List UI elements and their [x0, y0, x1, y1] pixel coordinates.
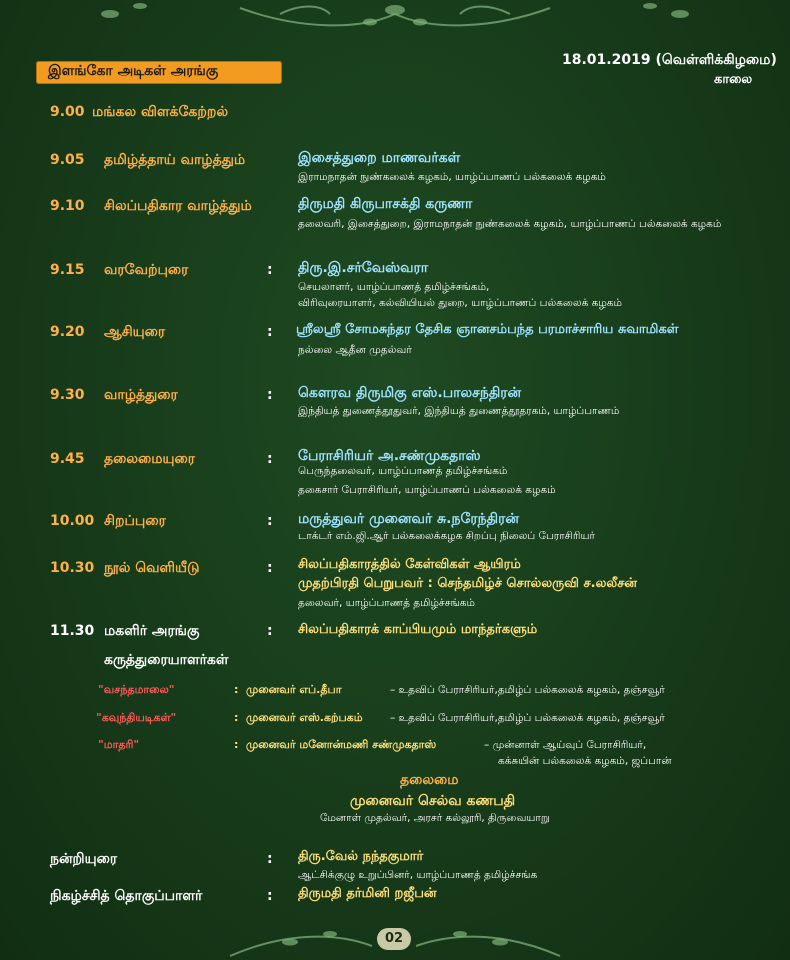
item6-colon: : — [267, 387, 273, 403]
item10-colon: : — [267, 623, 273, 639]
speaker3-role: – முன்னாள் ஆய்வுப் பேராசிரியர், — [484, 739, 647, 751]
item7-title: தலைமையுரை — [104, 451, 195, 467]
speaker1-role: – உதவிப் பேராசிரியர்,தமிழ்ப் பல்கலைக் கழகம், தஞ்சவூர் — [390, 684, 665, 696]
item6-time: 9.30 — [50, 387, 85, 403]
speaker2-colon: : — [234, 711, 239, 724]
item7-colon: : — [267, 451, 273, 467]
speaker3-name: முனைவர் மனோன்மணி சண்முகதாஸ் — [246, 738, 437, 751]
item7-line2: தகைசார் பேராசிரியர், யாழ்ப்பாணப் பல்கலைக் கழகம் — [298, 484, 556, 496]
host-name: திருமதி தர்மினி றஜீபன் — [298, 886, 437, 901]
hall-banner — [36, 61, 282, 84]
speaker1-topic: "வசந்தமாலை" — [98, 683, 175, 696]
item2-line1: இராமநாதன் நுண்கலைக் கழகம், யாழ்ப்பாணப் பல்கலைக் கழகம் — [298, 171, 606, 183]
chair-label: தலைமை — [400, 772, 459, 788]
item8-name: மருத்துவர் முனைவர் சு.நரேந்திரன் — [298, 511, 519, 527]
speaker2-topic: "கவுந்தியடிகள்" — [96, 711, 177, 724]
item4-name: திரு.இ.சர்வேஸ்வரா — [298, 260, 429, 276]
item3-name: திருமதி கிருபாசக்தி கருணா — [298, 196, 473, 212]
item5-name: ஸ்ரீலஸ்ரீ சோமசுந்தர தேசிக ஞானசம்பந்த பரமாச்சாரிய சுவாமிகள் — [296, 322, 679, 337]
speaker3-topic: "மாதரி" — [98, 738, 140, 751]
item3-title: சிலப்பதிகார வாழ்த்தும் — [104, 198, 252, 214]
thanks-title: நன்றியுரை — [50, 851, 118, 867]
item5-colon: : — [267, 324, 273, 340]
thanks-colon: : — [267, 851, 273, 867]
item4-line1: செயலாளர், யாழ்ப்பாணத் தமிழ்ச்சங்கம், — [298, 281, 490, 293]
thanks-name: திரு.வேல் நந்தகுமார் — [298, 849, 424, 864]
item4-line2: விரிவுரையாளர், கல்வியியல் துறை, யாழ்ப்பாணப் பல்கலைக் கழகம் — [298, 297, 622, 309]
speaker2-role: – உதவிப் பேராசிரியர்,தமிழ்ப் பல்கலைக் கழகம், தஞ்சவூர் — [390, 712, 665, 724]
speaker1-colon: : — [234, 683, 239, 696]
item4-colon: : — [267, 262, 273, 278]
item10-subtitle: கருத்துரையாளர்கள் — [104, 652, 229, 668]
host-title: நிகழ்ச்சித் தொகுப்பாளர் — [50, 888, 203, 904]
item7-line1: பெருந்தலைவர், யாழ்ப்பாணத் தமிழ்ச்சங்கம் — [298, 465, 508, 477]
item8-time: 10.00 — [50, 513, 95, 529]
top-floral-ornament — [0, 0, 790, 40]
item9-name: முதற்பிரதி பெறுபவர் : செந்தமிழ்ச் சொல்லருவி ச.லலீசன் — [298, 576, 638, 591]
item6-line1: இந்தியத் துணைத்தூதுவர், இந்தியத் துணைத்தூதரகம், யாழ்ப்பாணம் — [298, 405, 620, 417]
item4-time: 9.15 — [50, 262, 85, 278]
item6-name: கௌரவ திருமிகு எஸ்.பாலசந்திரன் — [298, 385, 522, 401]
chair-name: முனைவர் செல்வ கணபதி — [350, 793, 516, 809]
item5-title: ஆசியுரை — [104, 324, 166, 340]
item6-title: வாழ்த்துரை — [104, 387, 178, 403]
item1-time: 9.00 — [50, 104, 85, 120]
item9-colon: : — [267, 560, 273, 576]
item8-title: சிறப்புரை — [104, 513, 166, 529]
item3-line1: தலைவரி, இசைத்துறை, இராமநாதன் நுண்கலைக் கழகம், யாழ்ப்பாணப் பல்கலைக் கழகம் — [298, 218, 722, 230]
page-number: 02 — [377, 928, 411, 950]
item2-name: இசைத்துறை மாணவர்கள் — [298, 150, 461, 166]
item9-book: சிலப்பதிகாரத்தில் கேள்விகள் ஆயிரம் — [298, 557, 521, 572]
item7-time: 9.45 — [50, 451, 85, 467]
session-label: காலை — [714, 72, 753, 87]
speaker3-colon: : — [234, 738, 239, 751]
item2-title: தமிழ்த்தாய் வாழ்த்தும் — [104, 152, 246, 168]
hall-name: இளங்கோ அடிகள் அரங்கு — [48, 63, 219, 79]
item10-topic: சிலப்பதிகாரக் காப்பியமும் மாந்தர்களும் — [298, 622, 538, 637]
item8-line1: டாக்டர் எம்.ஜி.ஆர் பல்கலைக்கழக சிறப்பு நிலைப் பேராசிரியர் — [298, 530, 595, 542]
speaker3-role2: கக்சுயின் பல்கலைக் கழகம், ஜப்பான் — [498, 755, 672, 767]
item3-time: 9.10 — [50, 198, 85, 214]
item7-name: பேராசிரியர் அ.சண்முகதாஸ் — [298, 448, 481, 464]
speaker1-name: முனைவர் எப்.தீபா — [246, 683, 342, 696]
item8-colon: : — [267, 513, 273, 529]
host-colon: : — [267, 888, 273, 904]
item5-line1: நல்லை ஆதீன முதல்வர் — [298, 344, 412, 356]
chair-line1: மேனாள் முதல்வர், அரசர் கல்லூரி, திருவையாறு — [320, 812, 550, 824]
thanks-line1: ஆட்சிக்குழு உறுப்பினர், யாழ்ப்பாணத் தமிழ்ச்சங்க — [298, 869, 538, 881]
item5-time: 9.20 — [50, 324, 85, 340]
item2-time: 9.05 — [50, 152, 85, 168]
item10-time: 11.30 — [50, 623, 95, 639]
item9-title: நூல் வெளியீடு — [104, 560, 200, 576]
item1-title: மங்கல விளக்கேற்றல் — [92, 104, 229, 120]
item4-title: வரவேற்புரை — [104, 262, 189, 278]
item9-time: 10.30 — [50, 560, 95, 576]
speaker2-name: முனைவர் எஸ்.கற்பகம் — [246, 711, 363, 724]
item10-title: மகளிர் அரங்கு — [104, 623, 200, 639]
event-date: 18.01.2019 (வெள்ளிக்கிழமை) — [562, 52, 777, 68]
item9-line1: தலைவர், யாழ்ப்பாணத் தமிழ்ச்சங்கம் — [298, 597, 475, 609]
